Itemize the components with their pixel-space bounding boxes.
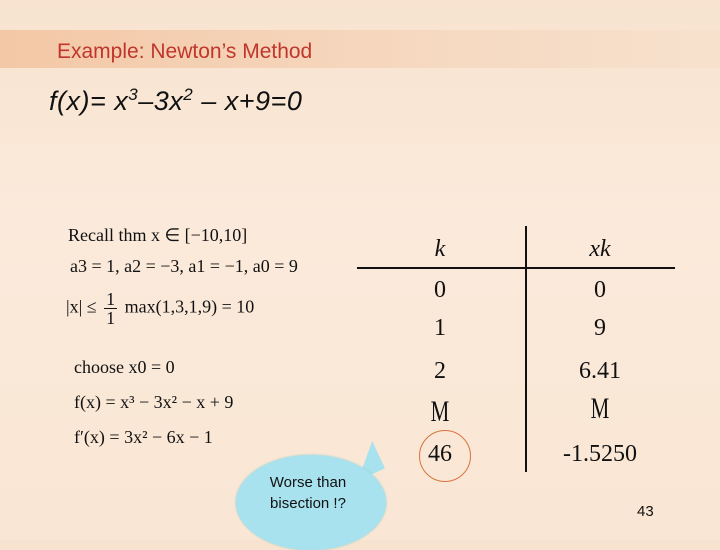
fprime-text: f′(x) = 3x² − 6x − 1 — [74, 427, 213, 447]
recall-text: Recall thm x ∈ [−10,10] — [68, 225, 248, 245]
f-definition — [74, 392, 233, 413]
x-row-0: 0 — [594, 277, 606, 303]
header-xk: xk — [589, 236, 611, 262]
x-row-1: 9 — [594, 315, 606, 341]
x-row-ellipsis: M — [590, 392, 610, 425]
bound-rhs: max(1,3,1,9) = 10 — [124, 296, 255, 317]
x-row-2: 6.41 — [579, 358, 621, 384]
f-text: f(x) = x³ − 3x² − x + 9 — [74, 392, 234, 412]
page-number: 43 — [637, 503, 654, 520]
highlight-circle — [419, 430, 471, 482]
fprime-definition — [74, 427, 213, 448]
coefficients-line — [70, 256, 298, 277]
equation-mid: –3x — [138, 86, 184, 116]
choose-line — [74, 357, 175, 378]
x-row-46: -1.5250 — [563, 441, 637, 467]
k-row-1: 1 — [434, 315, 446, 341]
equation-prefix: f(x)= x — [49, 86, 129, 116]
header-k: k — [434, 236, 446, 262]
equation — [49, 86, 302, 117]
choose-text: choose x0 = 0 — [74, 357, 175, 377]
k-row-46: 46 — [428, 441, 452, 467]
recall-line — [68, 225, 247, 246]
k-row-0: 0 — [434, 277, 446, 303]
bound-lhs: |x| ≤ — [66, 296, 97, 317]
bound-numerator: 1 — [106, 289, 116, 309]
bound-denominator: 1 — [106, 308, 116, 328]
bound-fraction — [104, 290, 117, 327]
table-column-rule — [525, 226, 527, 472]
coefficients-text: a3 = 1, a2 = −3, a1 = −1, a0 = 9 — [70, 256, 298, 276]
k-row-2: 2 — [434, 358, 446, 384]
equation-exp1: 3 — [128, 85, 139, 104]
equation-exp2: 2 — [183, 85, 194, 104]
table-header-rule — [357, 267, 675, 269]
k-row-ellipsis: M — [430, 395, 450, 428]
bound-line — [66, 290, 254, 327]
slide-title: Example: Newton’s Method — [57, 40, 313, 63]
equation-suffix: – x+9=0 — [193, 86, 303, 116]
callout-text: Worse than bisection !? — [269, 474, 347, 512]
